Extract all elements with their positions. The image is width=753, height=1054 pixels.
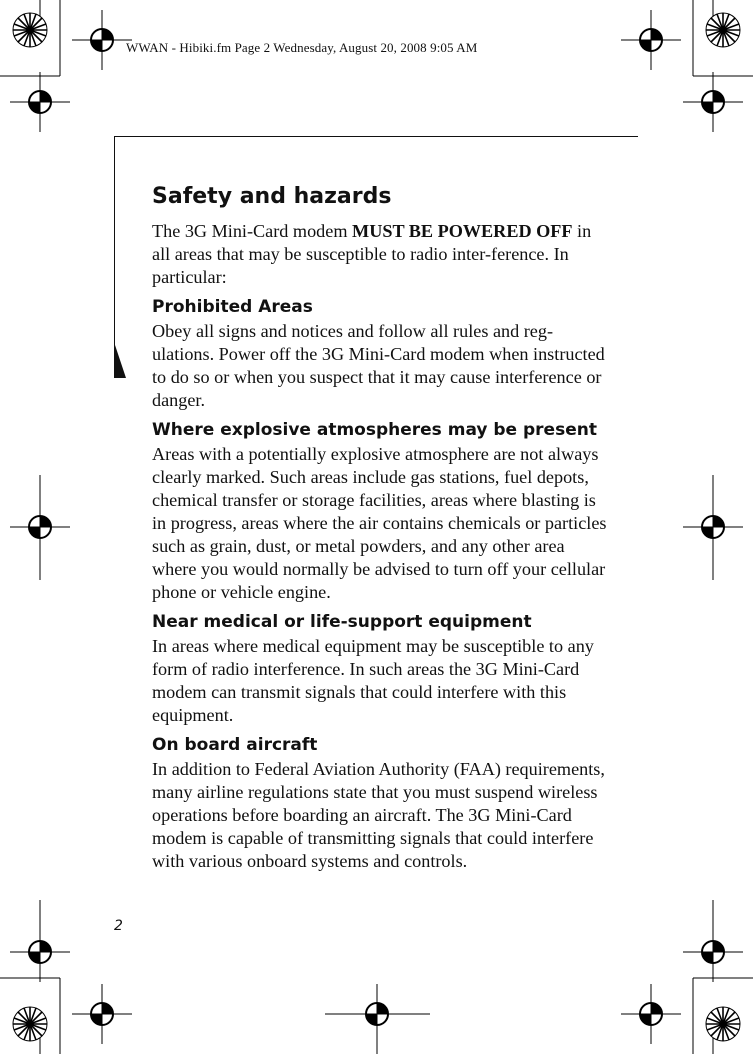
main-content (152, 180, 607, 877)
intro-tail: in all areas that may be susceptible to radio inter-ference. In particular: (152, 221, 592, 287)
running-header: WWAN - Hibiki.fm Page 2 Wednesday, August 20, 2008 9:05 AM (126, 40, 478, 55)
top-rule (114, 136, 638, 137)
page-title: Safety and hazards (152, 184, 392, 209)
section-body-prohibited: Obey all signs and notices and follow all rules and reg-ulations. Power off the 3G Mini-Card modem when instructed to do so or when you suspect that it may cause interference or danger. (152, 321, 605, 410)
section-body-aircraft: In addition to Federal Aviation Authority (FAA) requirements, many airline regulations state that you must suspend wireless operations before boarding an aircraft. The 3G Mini-Card modem is capable of transmitting signals that could interfere with various onboard systems and controls. (152, 759, 605, 871)
section-heading-prohibited: Prohibited Areas (152, 297, 313, 317)
section-heading-aircraft: On board aircraft (152, 735, 318, 755)
section-body-medical: In areas where medical equipment may be susceptible to any form of radio interference. In such areas the 3G Mini-Card modem can transmit signals that could interfere with this equipment. (152, 636, 594, 725)
margin-wedge-icon (114, 342, 126, 378)
page-number: 2 (114, 918, 123, 934)
intro-emphasis: MUST BE POWERED OFF (352, 221, 573, 241)
section-heading-medical: Near medical or life-support equipment (152, 612, 532, 632)
intro-lead: The 3G Mini-Card modem (152, 221, 353, 241)
section-body-explosive: Areas with a potentially explosive atmosphere are not always clearly marked. Such areas include gas stations, fuel depots, chemical transfer or storage facilities, areas where blasting is in progress, areas where the air contains chemicals or particles such as grain, dust, or metal powders, and any other area where you would normally be advised to turn off your cellular phone or vehicle engine. (152, 444, 607, 602)
left-rule (114, 136, 115, 372)
section-heading-explosive: Where explosive atmospheres may be present (152, 420, 597, 440)
intro-paragraph (152, 220, 607, 289)
